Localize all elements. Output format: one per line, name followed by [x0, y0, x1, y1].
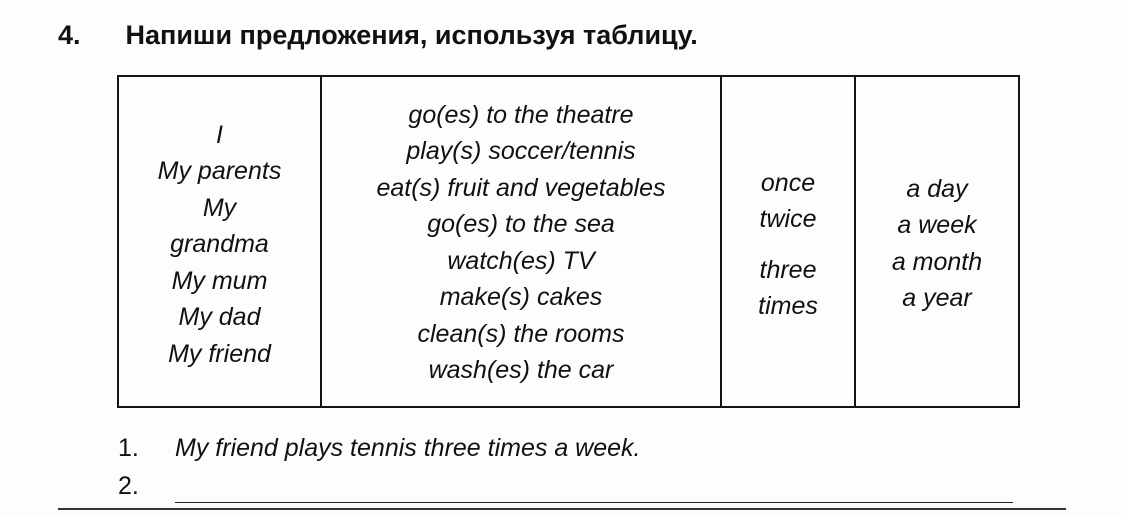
frequency-item: twice [759, 205, 817, 233]
frequency-item: times [758, 292, 818, 320]
action-item: eat(s) fruit and vegetables [376, 173, 666, 202]
actions-column [322, 77, 722, 406]
period-item: a day [906, 174, 968, 203]
action-item: clean(s) the rooms [417, 319, 625, 348]
answer-number: 1. [118, 434, 139, 462]
answer-blank-line[interactable] [175, 502, 1013, 503]
answer-row [118, 434, 640, 472]
period-column [856, 77, 1018, 406]
period-item: a year [902, 284, 972, 312]
action-item: go(es) to the theatre [408, 100, 634, 129]
answer-list [118, 434, 640, 510]
answer-example: My friend plays tennis three times a week. [175, 434, 641, 462]
frequency-item: once [760, 168, 816, 197]
page-divider [58, 508, 1066, 510]
frequency-item: three [759, 255, 817, 284]
task-header [58, 20, 698, 51]
answer-row [118, 472, 640, 510]
period-item: a week [897, 211, 977, 239]
action-item: wash(es) the car [428, 356, 614, 384]
task-number: 4. [58, 20, 81, 50]
subject-item: My [202, 193, 237, 222]
task-instruction: Напиши предложения, используя таблицу. [125, 20, 698, 50]
subject-item: grandma [170, 230, 269, 259]
period-item: a month [891, 247, 983, 276]
action-item: make(s) cakes [439, 283, 603, 311]
answer-number: 2. [118, 472, 139, 500]
frequency-column [722, 77, 856, 406]
substitution-table [117, 75, 1020, 408]
subjects-column [119, 77, 322, 406]
action-item: watch(es) TV [447, 246, 595, 275]
subject-item: My friend [168, 339, 271, 368]
action-item: play(s) soccer/tennis [406, 137, 636, 165]
subject-item: I [216, 120, 223, 149]
subject-item: My mum [171, 266, 268, 295]
subject-item: My parents [157, 157, 282, 186]
subject-item: My dad [178, 303, 261, 332]
action-item: go(es) to the sea [427, 210, 615, 238]
